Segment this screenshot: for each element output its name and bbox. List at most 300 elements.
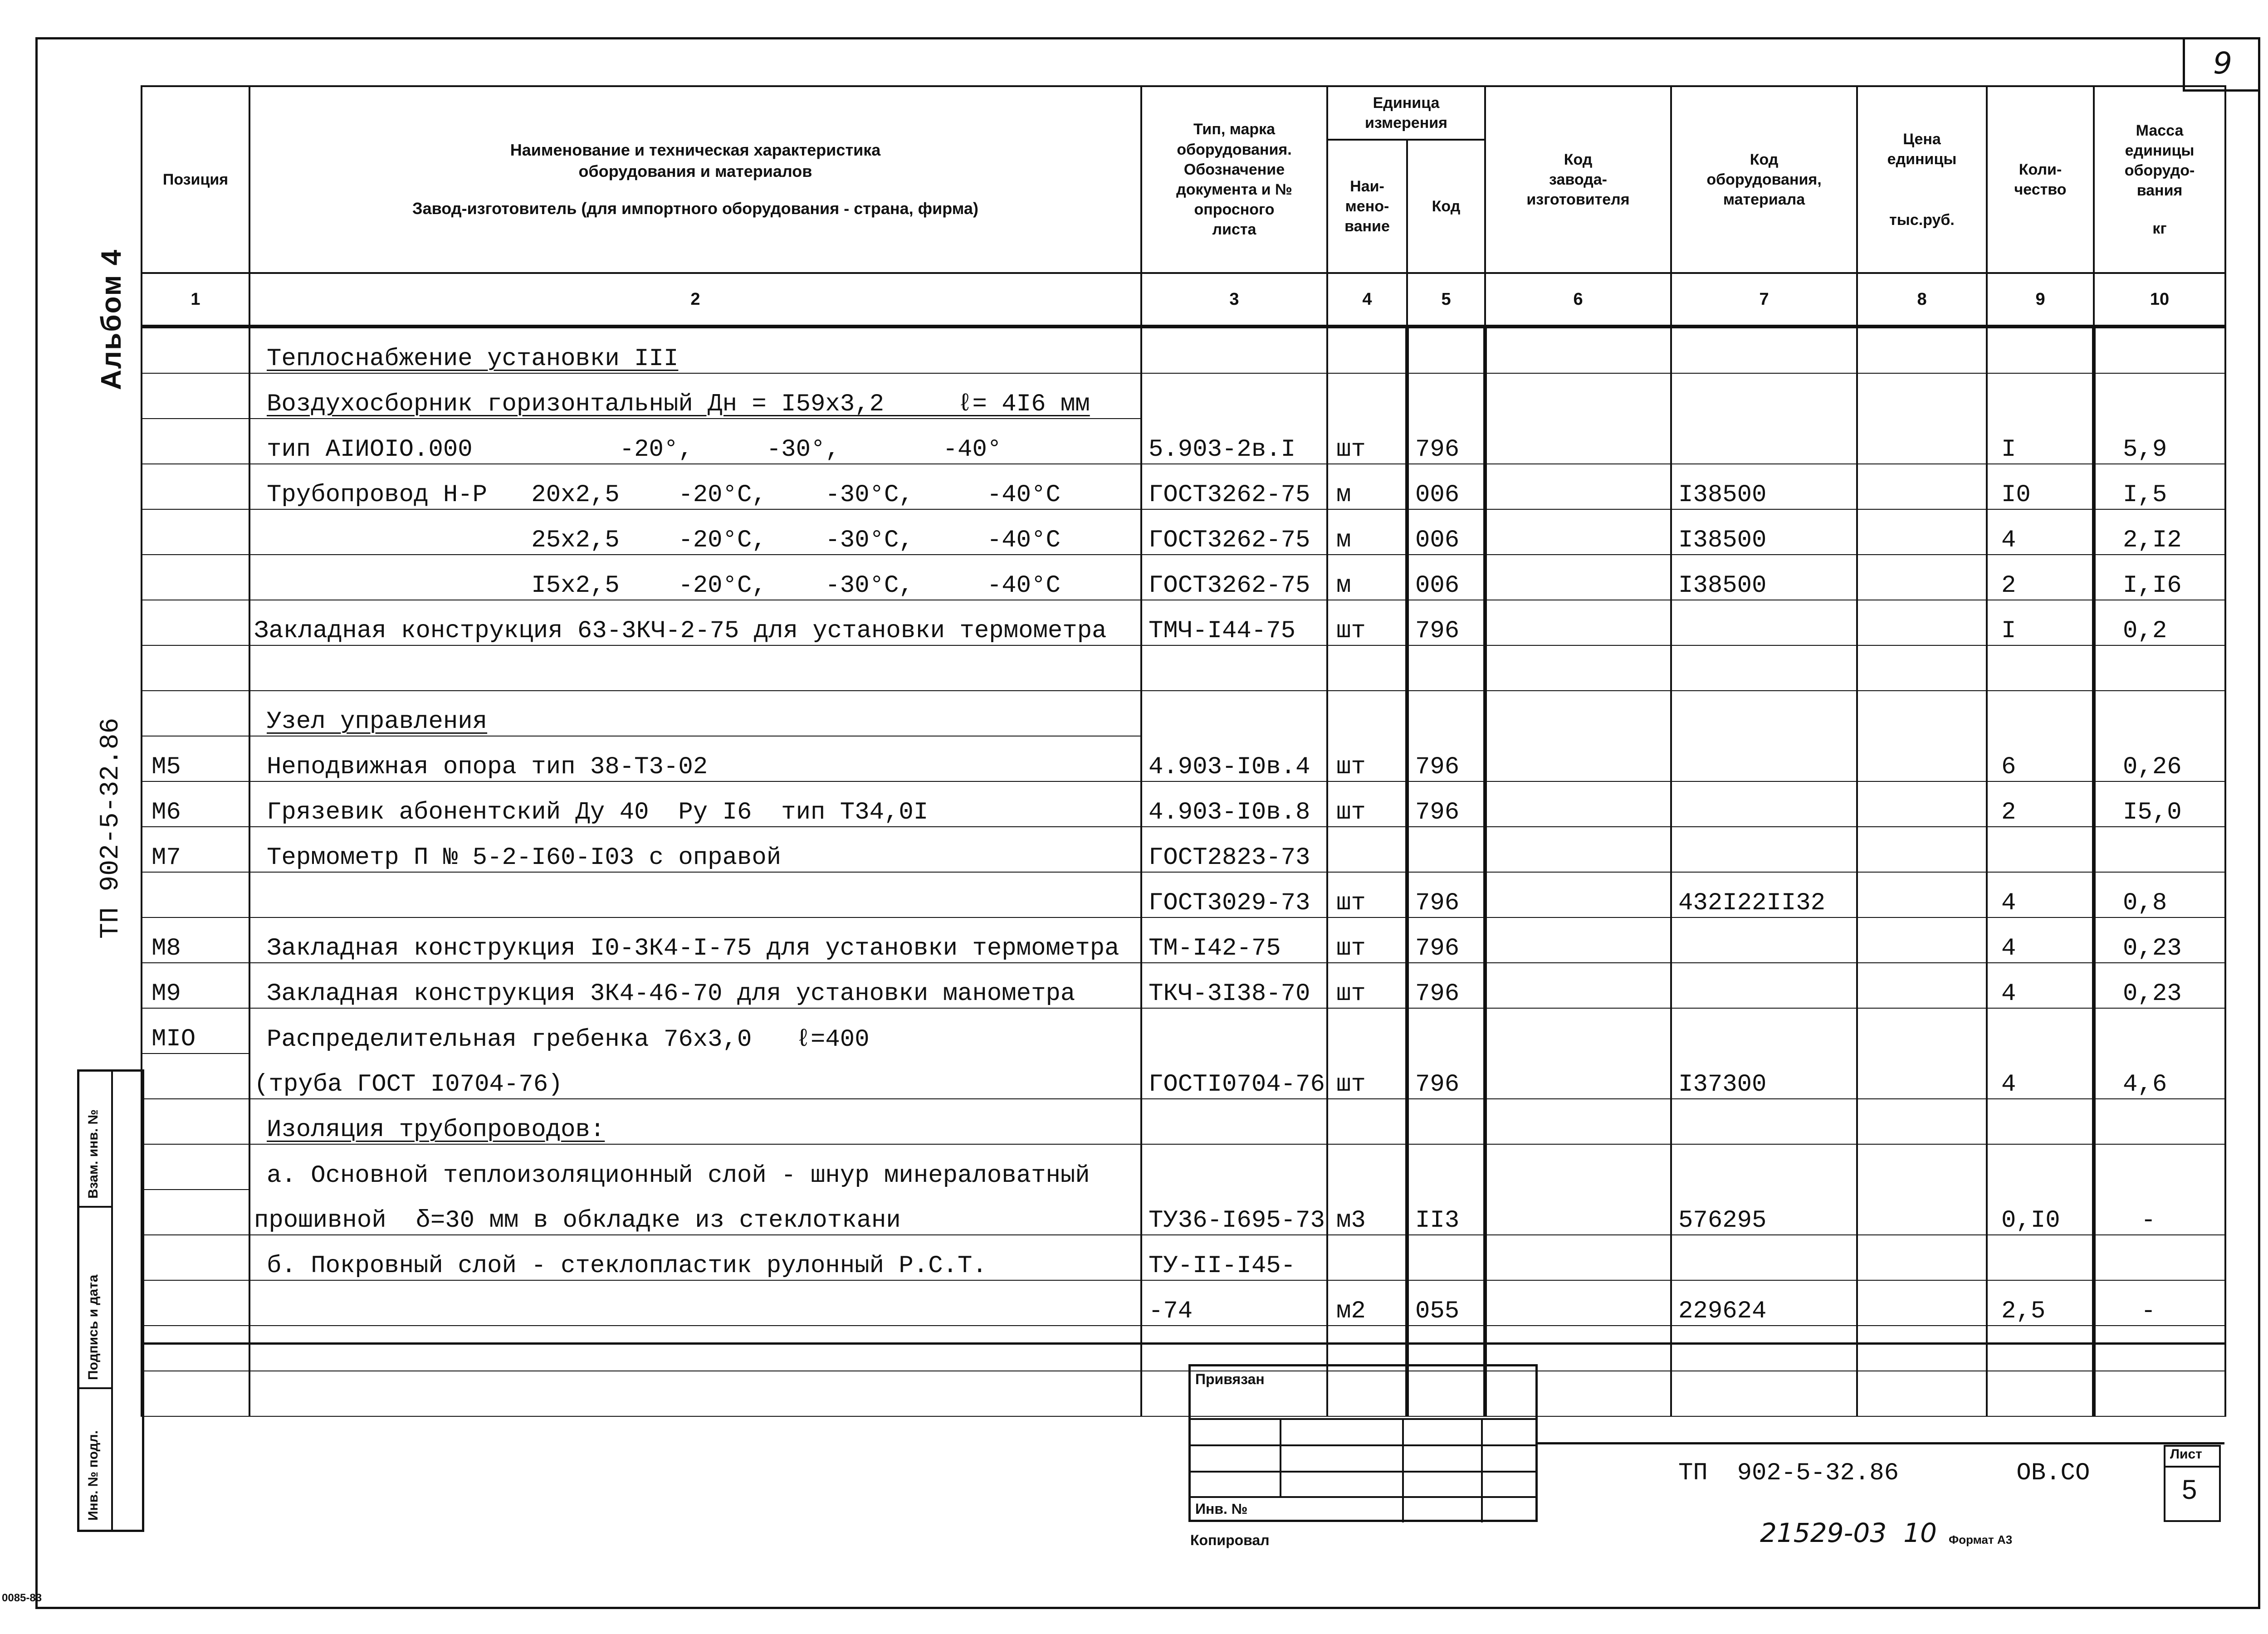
mass-cell [2094, 1008, 2225, 1054]
unit-code-cell [1407, 373, 1485, 419]
header-manufacturer-code: Код завода- изготовителя [1485, 86, 1671, 273]
type-cell: 4.903-I0в.4 [1141, 736, 1327, 781]
stamp-label-signature-date: Подпись и дата [86, 1274, 101, 1380]
position-cell: М8 [142, 917, 249, 963]
type-cell: ТУ36-I695-73 [1141, 1190, 1327, 1235]
price-cell [1857, 1008, 1987, 1054]
stamp-cell [79, 1072, 111, 1208]
unit-name-cell [1327, 1008, 1407, 1054]
price-cell [1857, 645, 1987, 691]
unit-code-cell: II3 [1407, 1190, 1485, 1235]
quantity-cell [1987, 1099, 2094, 1144]
table-row [142, 1008, 2225, 1054]
quantity-cell [1987, 1326, 2094, 1371]
name-cell: б. Покровный слой - стеклопластик рулонный Р.С.Т. [249, 1235, 1141, 1280]
form-code: 0085-83 [2, 1592, 42, 1604]
header-unit-name: Наи- мено- вание [1327, 140, 1407, 273]
type-cell: ТУ-II-I45- [1141, 1235, 1327, 1280]
mass-cell [2094, 327, 2225, 373]
unit-name-cell: м [1327, 509, 1407, 555]
type-cell: ТМ-I42-75 [1141, 917, 1327, 963]
column-number-row [142, 273, 2225, 327]
binding-line [1191, 1496, 1535, 1498]
material-code-cell [1671, 917, 1857, 963]
position-cell: МIО [142, 1008, 249, 1054]
column-number: 1 [142, 273, 249, 327]
unit-name-cell: м3 [1327, 1190, 1407, 1235]
price-cell [1857, 1144, 1987, 1190]
binding-divider [1481, 1418, 1483, 1522]
table-bottom-line [141, 1342, 2224, 1345]
column-number: 8 [1857, 273, 1987, 327]
manufacturer-code-cell [1485, 1235, 1671, 1280]
mass-cell: 5,9 [2094, 419, 2225, 464]
position-cell: М7 [142, 827, 249, 872]
unit-name-cell: шт [1327, 600, 1407, 645]
position-cell [142, 464, 249, 509]
unit-name-cell [1327, 691, 1407, 736]
material-code-cell [1671, 327, 1857, 373]
price-cell [1857, 555, 1987, 600]
mass-cell: 0,23 [2094, 917, 2225, 963]
quantity-cell: I [1987, 419, 2094, 464]
unit-code-cell: 006 [1407, 555, 1485, 600]
table-row [142, 691, 2225, 736]
manufacturer-code-cell [1485, 509, 1671, 555]
column-number: 2 [249, 273, 1141, 327]
quantity-cell: I0 [1987, 464, 2094, 509]
name-cell: Закладная конструкция 63-3КЧ-2-75 для установки термометра [249, 600, 1141, 645]
binding-block [1188, 1364, 1538, 1522]
name-cell [249, 1371, 1141, 1416]
unit-code-cell: 796 [1407, 963, 1485, 1008]
table-row [142, 419, 2225, 464]
sheet-divider [2165, 1466, 2219, 1468]
table-row [142, 781, 2225, 827]
column-number: 9 [1987, 273, 2094, 327]
mass-cell: 0,8 [2094, 872, 2225, 917]
title-line [1538, 1442, 2224, 1444]
table-row [142, 1099, 2225, 1144]
unit-name-cell: м [1327, 464, 1407, 509]
name-cell: Узел управления [249, 691, 1141, 736]
unit-name-cell: шт [1327, 963, 1407, 1008]
material-code-cell [1671, 645, 1857, 691]
type-cell: ГОСТ2823-73 [1141, 827, 1327, 872]
unit-name-cell [1327, 827, 1407, 872]
type-cell [1141, 691, 1327, 736]
manufacturer-code-cell [1485, 1280, 1671, 1326]
mass-cell [2094, 1371, 2225, 1416]
unit-code-cell [1407, 827, 1485, 872]
unit-code-cell [1407, 691, 1485, 736]
mass-cell: I5,0 [2094, 781, 2225, 827]
unit-code-cell [1407, 645, 1485, 691]
designation: ТП 902-5-32.86 ОВ.СО [1678, 1459, 2090, 1487]
type-cell [1141, 645, 1327, 691]
column-number: 5 [1407, 273, 1485, 327]
price-cell [1857, 781, 1987, 827]
unit-code-cell: 796 [1407, 1054, 1485, 1099]
position-cell [142, 1235, 249, 1280]
unit-code-cell: 796 [1407, 600, 1485, 645]
unit-code-cell: 006 [1407, 509, 1485, 555]
name-cell: I5х2,5 -20°С, -30°С, -40°С [249, 555, 1141, 600]
price-cell [1857, 963, 1987, 1008]
name-cell: а. Основной теплоизоляционный слой - шнур минераловатный [249, 1144, 1141, 1190]
name-cell [249, 1326, 1141, 1371]
manufacturer-code-cell [1485, 1144, 1671, 1190]
position-cell [142, 1144, 249, 1190]
material-code-cell [1671, 963, 1857, 1008]
name-cell: Термометр П № 5-2-I60-I03 с оправой [249, 827, 1141, 872]
name-cell: Изоляция трубопроводов: [249, 1099, 1141, 1144]
binding-line [1191, 1444, 1535, 1446]
unit-name-cell [1327, 1235, 1407, 1280]
manufacturer-code-cell [1485, 691, 1671, 736]
unit-name-cell: м2 [1327, 1280, 1407, 1326]
quantity-cell: 6 [1987, 736, 2094, 781]
manufacturer-code-cell [1485, 327, 1671, 373]
quantity-cell: 0,I0 [1987, 1190, 2094, 1235]
mass-cell: I,I6 [2094, 555, 2225, 600]
manufacturer-code-cell [1485, 419, 1671, 464]
quantity-cell: 2 [1987, 781, 2094, 827]
position-cell [142, 1326, 249, 1371]
name-cell: Закладная конструкция 3К4-46-70 для установки манометра [249, 963, 1141, 1008]
unit-name-cell [1327, 327, 1407, 373]
material-code-cell [1671, 827, 1857, 872]
type-cell [1141, 1144, 1327, 1190]
name-cell: (труба ГОСТ I0704-76) [249, 1054, 1141, 1099]
material-code-cell [1671, 1008, 1857, 1054]
position-cell [142, 600, 249, 645]
quantity-cell: 2,5 [1987, 1280, 2094, 1326]
type-cell: ГОСТI0704-76 [1141, 1054, 1327, 1099]
table-row [142, 963, 2225, 1008]
material-code-cell [1671, 419, 1857, 464]
unit-name-cell [1327, 373, 1407, 419]
manufacturer-code-cell [1485, 1190, 1671, 1235]
column-number: 6 [1485, 273, 1671, 327]
manufacturer-code-cell [1485, 645, 1671, 691]
price-cell [1857, 1190, 1987, 1235]
manufacturer-code-cell [1485, 872, 1671, 917]
name-cell [249, 872, 1141, 917]
sheet-label: Лист [2170, 1447, 2202, 1462]
table-row [142, 555, 2225, 600]
position-cell [142, 419, 249, 464]
quantity-cell [1987, 1008, 2094, 1054]
header-unit-group: Единица измерения [1327, 86, 1485, 140]
unit-code-cell [1407, 1008, 1485, 1054]
material-code-cell [1671, 1099, 1857, 1144]
mass-cell: 0,23 [2094, 963, 2225, 1008]
stamp-label-original-inv: Инв. № подл. [86, 1430, 101, 1521]
manufacturer-code-cell [1485, 1054, 1671, 1099]
quantity-cell [1987, 1371, 2094, 1416]
unit-code-cell: 796 [1407, 917, 1485, 963]
mass-cell [2094, 1099, 2225, 1144]
unit-code-cell [1407, 1144, 1485, 1190]
table-row [142, 1235, 2225, 1280]
manufacturer-code-cell [1485, 1099, 1671, 1144]
name-cell: Грязевик абонентский Ду 40 Ру I6 тип Т34,0I [249, 781, 1141, 827]
unit-code-cell: 796 [1407, 781, 1485, 827]
quantity-cell [1987, 691, 2094, 736]
material-code-cell [1671, 781, 1857, 827]
position-cell [142, 691, 249, 736]
unit-name-cell: шт [1327, 781, 1407, 827]
unit-name-cell: шт [1327, 872, 1407, 917]
name-cell: прошивной δ=30 мм в обкладке из стеклоткани [249, 1190, 1141, 1235]
price-cell [1857, 1326, 1987, 1371]
position-cell [142, 872, 249, 917]
name-cell: Теплоснабжение установки III [249, 327, 1141, 373]
type-cell [1141, 373, 1327, 419]
binding-divider [1280, 1418, 1281, 1498]
mass-cell [2094, 1235, 2225, 1280]
position-cell: М6 [142, 781, 249, 827]
position-cell [142, 1054, 249, 1099]
table-row [142, 327, 2225, 373]
price-cell [1857, 1054, 1987, 1099]
manufacturer-code-cell [1485, 1008, 1671, 1054]
album-label: Альбом 4 [96, 249, 127, 390]
price-cell [1857, 1280, 1987, 1326]
table-row [142, 1054, 2225, 1099]
header-type: Тип, марка оборудования. Обозначение документа и № опросного листа [1141, 86, 1327, 273]
copied-label: Копировал [1190, 1532, 1270, 1548]
mass-cell: 4,6 [2094, 1054, 2225, 1099]
table-row [142, 1326, 2225, 1371]
position-cell [142, 555, 249, 600]
table-row [142, 736, 2225, 781]
price-cell [1857, 419, 1987, 464]
manufacturer-code-cell [1485, 827, 1671, 872]
name-cell: Неподвижная опора тип 38-Т3-02 [249, 736, 1141, 781]
manufacturer-code-cell [1485, 464, 1671, 509]
unit-name-cell: шт [1327, 917, 1407, 963]
mass-cell: - [2094, 1190, 2225, 1235]
price-cell [1857, 691, 1987, 736]
position-cell [142, 509, 249, 555]
side-project-code: ТП 902-5-32.86 [96, 717, 126, 939]
unit-name-cell: шт [1327, 736, 1407, 781]
mass-cell: - [2094, 1280, 2225, 1326]
price-cell [1857, 373, 1987, 419]
material-code-cell: 576295 [1671, 1190, 1857, 1235]
quantity-cell [1987, 827, 2094, 872]
column-number: 7 [1671, 273, 1857, 327]
unit-code-cell: 796 [1407, 419, 1485, 464]
header-name: Наименование и техническая характеристика оборудования и материалов Завод-изготовитель (для импортного оборудования - страна, фирма) [249, 86, 1141, 273]
type-cell: ГОСТ3262-75 [1141, 555, 1327, 600]
manufacturer-code-cell [1485, 736, 1671, 781]
name-cell: Воздухосборник горизонтальный Дн = I59х3,2 ℓ= 4I6 мм [249, 373, 1141, 419]
binding-line [1191, 1471, 1535, 1473]
mass-cell: 2,I2 [2094, 509, 2225, 555]
position-cell [142, 327, 249, 373]
material-code-cell [1671, 1144, 1857, 1190]
type-cell: 5.903-2в.I [1141, 419, 1327, 464]
name-cell [249, 1280, 1141, 1326]
quantity-cell [1987, 373, 2094, 419]
type-cell: ТКЧ-3I38-70 [1141, 963, 1327, 1008]
header-price: Цена единицы тыс.руб. [1857, 86, 1987, 273]
manufacturer-code-cell [1485, 600, 1671, 645]
unit-code-cell: 796 [1407, 872, 1485, 917]
header-quantity: Коли- чество [1987, 86, 2094, 273]
table-row [142, 464, 2225, 509]
price-cell [1857, 1099, 1987, 1144]
column-number: 3 [1141, 273, 1327, 327]
material-code-cell: I38500 [1671, 464, 1857, 509]
sheet-number: 9 [2183, 37, 2260, 92]
material-code-cell: 229624 [1671, 1280, 1857, 1326]
price-cell [1857, 509, 1987, 555]
material-code-cell [1671, 1235, 1857, 1280]
header-position: Позиция [142, 86, 249, 273]
quantity-cell: 4 [1987, 872, 2094, 917]
position-cell: М5 [142, 736, 249, 781]
unit-code-cell: 055 [1407, 1280, 1485, 1326]
table-row [142, 1280, 2225, 1326]
approval-stamp [77, 1069, 144, 1532]
table-row [142, 872, 2225, 917]
unit-name-cell [1327, 1099, 1407, 1144]
quantity-cell: 4 [1987, 1054, 2094, 1099]
table-row [142, 1371, 2225, 1416]
sheet-box [2164, 1445, 2221, 1522]
quantity-cell: 4 [1987, 917, 2094, 963]
material-code-cell: I38500 [1671, 509, 1857, 555]
material-code-cell [1671, 1371, 1857, 1416]
table-row [142, 917, 2225, 963]
stamp-label-replace-inv: Взам. инв. № [86, 1109, 101, 1199]
unit-code-cell: 796 [1407, 736, 1485, 781]
manufacturer-code-cell [1485, 781, 1671, 827]
material-code-cell [1671, 1326, 1857, 1371]
price-cell [1857, 1235, 1987, 1280]
quantity-cell: 2 [1987, 555, 2094, 600]
position-cell [142, 373, 249, 419]
table-row [142, 1190, 2225, 1235]
manufacturer-code-cell [1485, 373, 1671, 419]
price-cell [1857, 827, 1987, 872]
mass-cell [2094, 1326, 2225, 1371]
manufacturer-code-cell [1485, 917, 1671, 963]
stamp-cell [79, 1208, 111, 1389]
manufacturer-code-cell [1485, 555, 1671, 600]
binding-divider [1402, 1418, 1404, 1522]
quantity-cell: I [1987, 600, 2094, 645]
quantity-cell [1987, 327, 2094, 373]
specification-body [142, 327, 2225, 1416]
unit-name-cell: шт [1327, 1054, 1407, 1099]
table-row [142, 1144, 2225, 1190]
type-cell: 4.903-I0в.8 [1141, 781, 1327, 827]
table-row [142, 509, 2225, 555]
unit-name-cell: м [1327, 555, 1407, 600]
sheet-value: 5 [2182, 1474, 2197, 1505]
price-cell [1857, 464, 1987, 509]
mass-cell: 0,26 [2094, 736, 2225, 781]
name-cell: 25х2,5 -20°С, -30°С, -40°С [249, 509, 1141, 555]
table-row [142, 373, 2225, 419]
position-cell [142, 1371, 249, 1416]
quantity-cell: 4 [1987, 509, 2094, 555]
price-cell [1857, 327, 1987, 373]
mass-cell: I,5 [2094, 464, 2225, 509]
name-cell [249, 645, 1141, 691]
specification-table [141, 85, 2226, 1417]
unit-code-cell [1407, 1099, 1485, 1144]
name-cell: Трубопровод Н-Р 20х2,5 -20°С, -30°С, -40°С [249, 464, 1141, 509]
price-cell [1857, 1371, 1987, 1416]
mass-cell: 0,2 [2094, 600, 2225, 645]
quantity-cell: 4 [1987, 963, 2094, 1008]
type-cell: ГОСТ3029-73 [1141, 872, 1327, 917]
unit-code-cell [1407, 1235, 1485, 1280]
quantity-cell [1987, 1144, 2094, 1190]
price-cell [1857, 736, 1987, 781]
binding-line [1191, 1418, 1535, 1420]
mass-cell [2094, 827, 2225, 872]
name-cell: Распределительная гребенка 76х3,0 ℓ=400 [249, 1008, 1141, 1054]
type-cell [1141, 327, 1327, 373]
unit-code-cell [1407, 327, 1485, 373]
mass-cell [2094, 1144, 2225, 1190]
unit-name-cell: шт [1327, 419, 1407, 464]
quantity-cell [1987, 1235, 2094, 1280]
type-cell: ГОСТ3262-75 [1141, 464, 1327, 509]
stamp-divider [111, 1072, 113, 1530]
type-cell [1141, 1008, 1327, 1054]
unit-name-cell [1327, 1144, 1407, 1190]
position-cell [142, 1190, 249, 1235]
header-material-code: Код оборудования, материала [1671, 86, 1857, 273]
position-cell [142, 1280, 249, 1326]
material-code-cell [1671, 600, 1857, 645]
header-mass: Масса единицы оборудо- вания кг [2094, 86, 2225, 273]
stamp-cell [79, 1389, 111, 1530]
position-cell [142, 645, 249, 691]
mass-cell [2094, 645, 2225, 691]
position-cell: М9 [142, 963, 249, 1008]
table-row [142, 600, 2225, 645]
name-cell: Закладная конструкция I0-3К4-I-75 для установки термометра [249, 917, 1141, 963]
unit-name-cell [1327, 645, 1407, 691]
inv-label: Инв. № [1195, 1501, 1248, 1517]
header-unit-code: Код [1407, 140, 1485, 273]
type-cell: ТМЧ-I44-75 [1141, 600, 1327, 645]
mass-cell [2094, 373, 2225, 419]
price-cell [1857, 600, 1987, 645]
price-cell [1857, 917, 1987, 963]
table-row [142, 827, 2225, 872]
column-number: 4 [1327, 273, 1407, 327]
material-code-cell: I37300 [1671, 1054, 1857, 1099]
material-code-cell [1671, 691, 1857, 736]
format-label: Формат А3 [1949, 1533, 2013, 1546]
price-cell [1857, 872, 1987, 917]
material-code-cell [1671, 736, 1857, 781]
material-code-cell: I38500 [1671, 555, 1857, 600]
column-number: 10 [2094, 273, 2225, 327]
handwritten-number: 21529-03 10 [1760, 1517, 1937, 1548]
material-code-cell: 432I22II32 [1671, 872, 1857, 917]
